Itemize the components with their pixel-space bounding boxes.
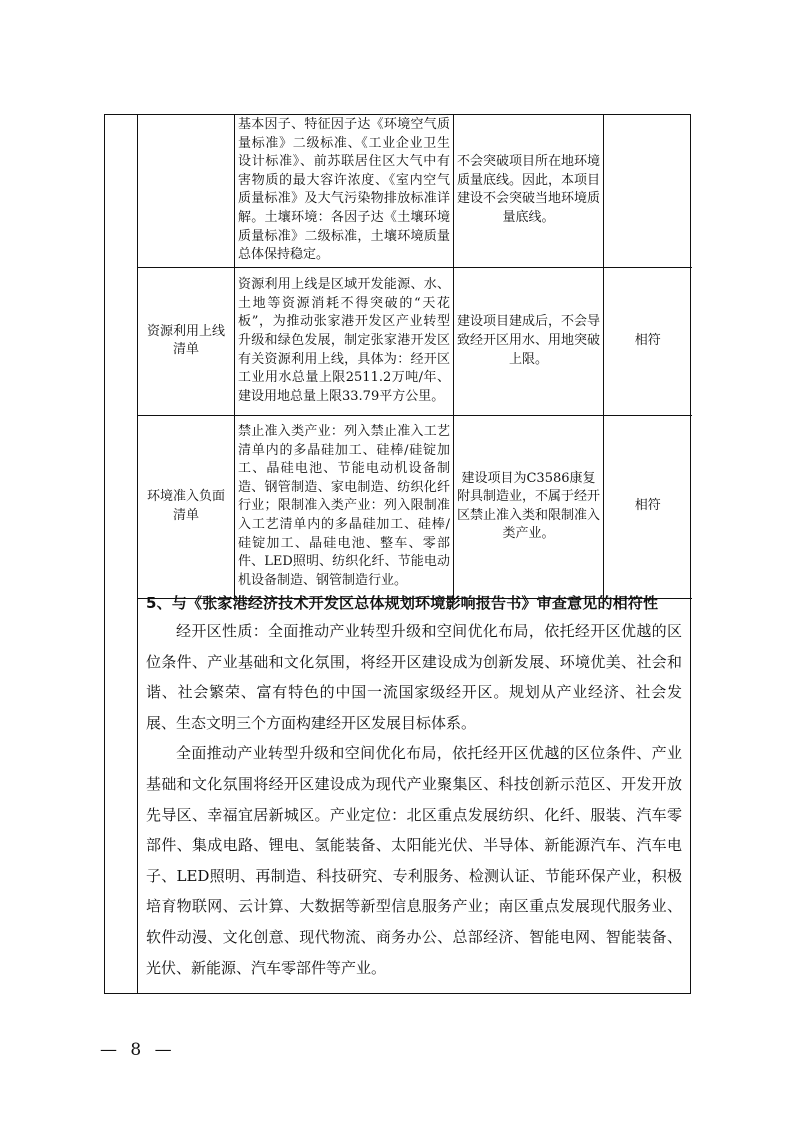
row-result: [604, 114, 692, 267]
section-paragraph: 全面推动产业转型升级和空间优化布局，依托经开区优越的区位条件、产业基础和文化氛围将经开区建设成为现代产业聚集区、科技创新示范区、开发开放先导区、幸福宜居新城区。产业定位：北区重点发展纺织、化纤、服装、汽车零部件、集成电路、锂电、氢能装备、太阳能光伏、半导体、新能源汽车、汽车电子、LED照明、再制造、科技研究、专利服务、检测认证、节能环保产业，积极培育物联网、云计算、大数据等新型信息服务产业；南区重点发展现代服务业、软件动漫、文化创意、现代物流、商务办公、总部经济、智能电网、智能装备、光伏、新能源、汽车零部件等产业。: [146, 744, 682, 977]
row-analysis: 建设项目建成后，不会导致经开区用水、用地突破上限。: [454, 267, 604, 415]
section-heading: 5、与《张家港经济技术开发区总体规划环境影响报告书》审查意见的相符性: [146, 594, 659, 612]
table-row: [138, 267, 692, 415]
row-result: 相符: [604, 267, 692, 415]
row-analysis: 不会突破项目所在地环境质量底线。因此，本项目建设不会突破当地环境质量底线。: [454, 114, 604, 267]
row-result: 相符: [604, 415, 692, 598]
row-content: 基本因子、特征因子达《环境空气质量标准》二级标准、《工业企业卫生设计标准》、前苏联居住区大气中有害物质的最大容许浓度、《室内空气质量标准》及大气污染物排放标准详解。土壤环境：各因子达《土壤环境质量标准》二级标准，土壤环境质量总体保持稳定。: [235, 114, 454, 267]
row-analysis: 建设项目为C3586康复附具制造业，不属于经开区禁止准入类和限制准入类产业。: [454, 415, 604, 598]
section-5: [146, 590, 682, 983]
compliance-table: [137, 114, 692, 599]
table-row: [138, 114, 692, 267]
row-content: 资源利用上线是区域开发能源、水、土地等资源消耗不得突破的“天花板”，为推动张家港开发区产业转型升级和绿色发展，制定张家港开发区有关资源利用上线，具体为：经开区工业用水总量上限2511.2万吨/年、建设用地总量上限33.79平方公里。: [235, 267, 454, 415]
row-name: 资源利用上线清单: [138, 267, 235, 415]
row-content: 禁止准入类产业：列入禁止准入工艺清单内的多晶硅加工、硅棒/硅锭加工、晶硅电池、节能电动机设备制造、钢管制造、家电制造、纺织化纤行业；限制准入类产业：列入限制准入工艺清单内的多晶硅加工、硅棒/硅锭加工、晶硅电池、整车、零部件、LED照明、纺织化纤、节能电动机设备制造、钢管制造行业。: [235, 415, 454, 598]
section-paragraph: 经开区性质：全面推动产业转型升级和空间优化布局，依托经开区优越的区位条件、产业基础和文化氛围，将经开区建设成为创新发展、环境优美、社会和谐、社会繁荣、富有特色的中国一流国家级经开区。规划从产业经济、社会发展、生态文明三个方面构建经开区发展目标体系。: [146, 622, 682, 732]
row-name: [138, 114, 235, 267]
table-row: [138, 415, 692, 598]
page-number: — 8 —: [100, 1040, 176, 1060]
row-name: 环境准入负面清单: [138, 415, 235, 598]
